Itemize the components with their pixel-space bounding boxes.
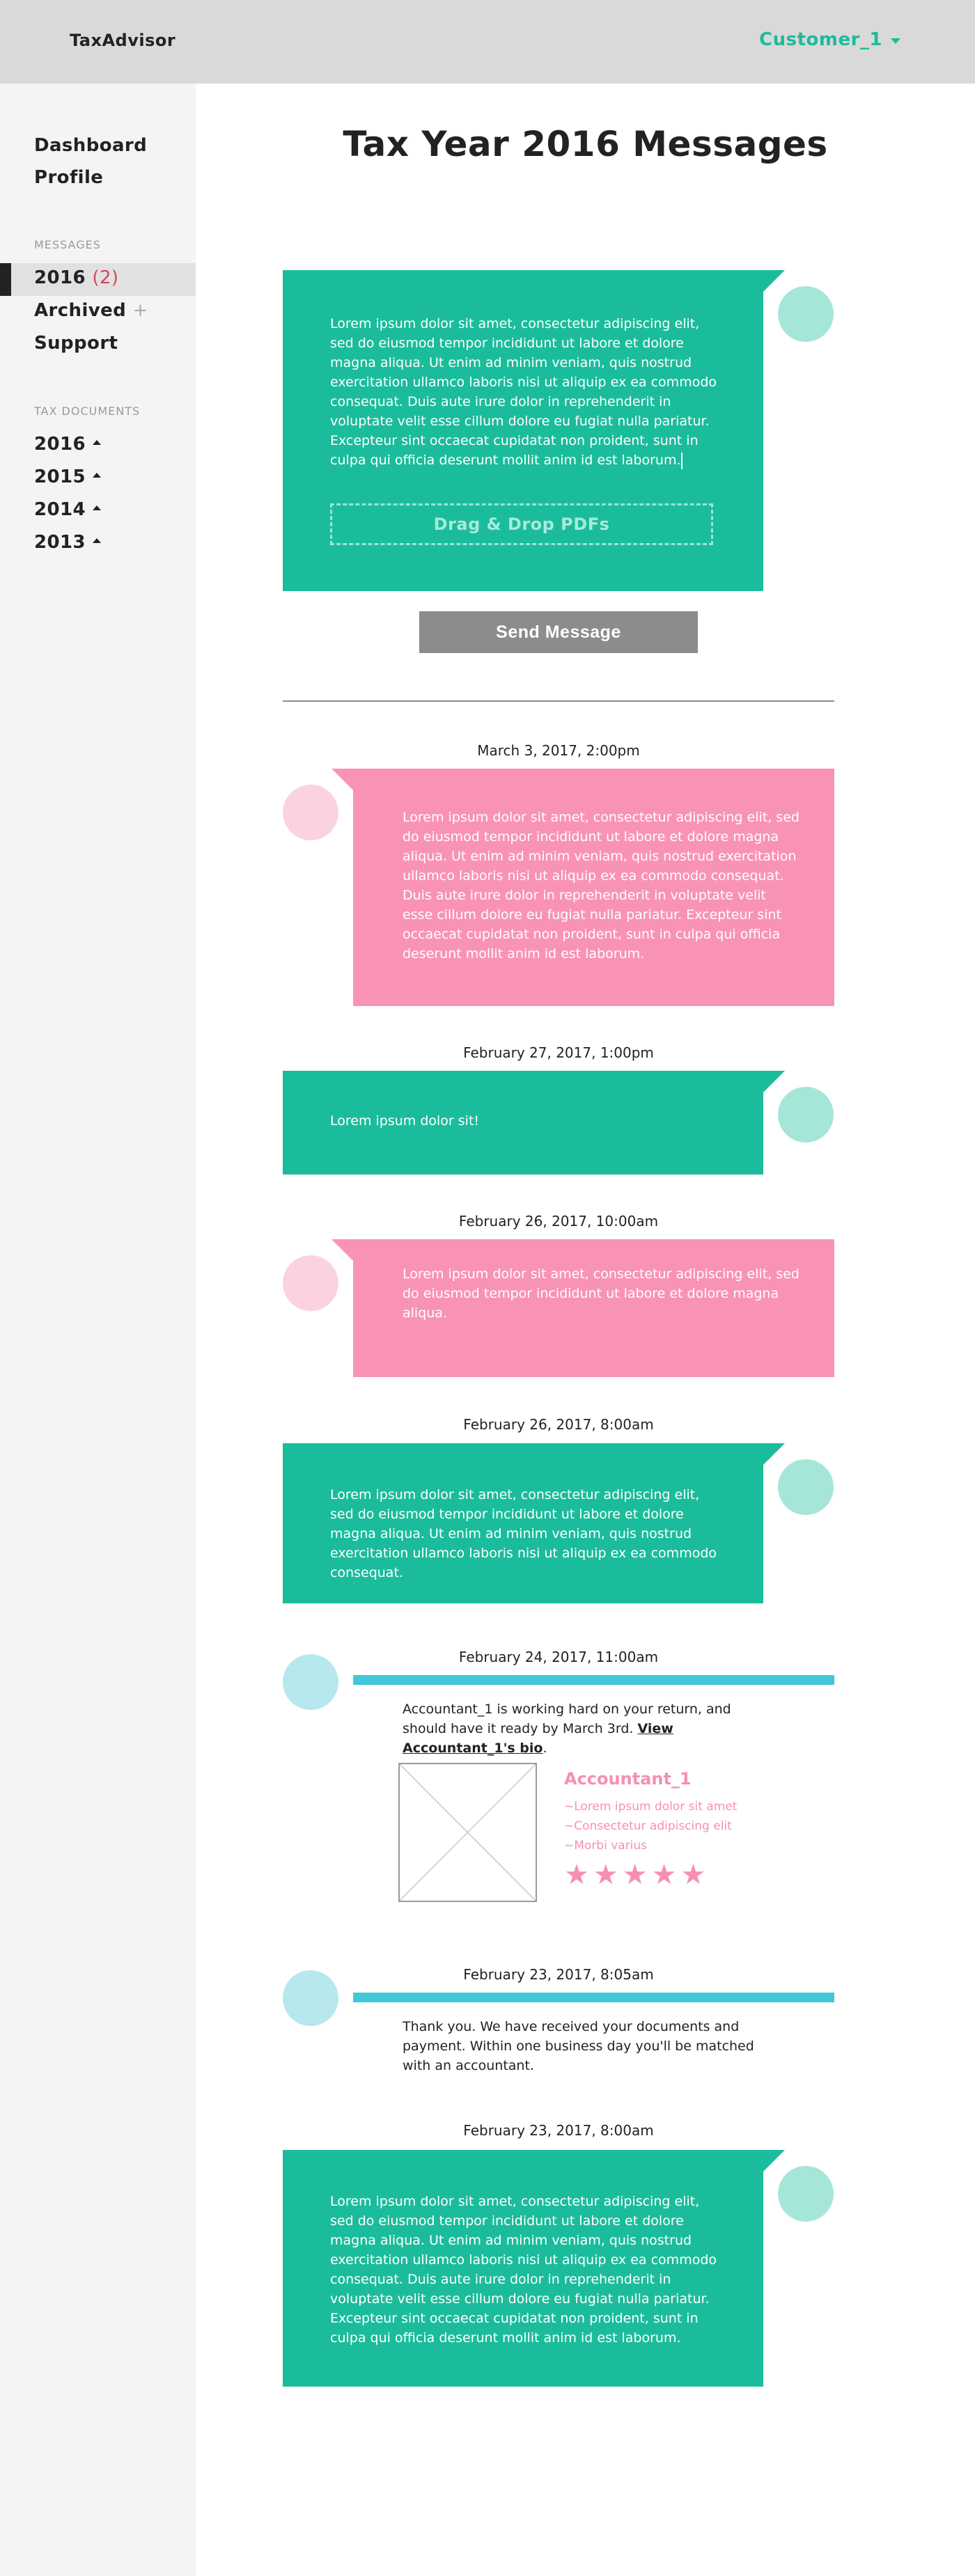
message-textarea[interactable]: Lorem ipsum dolor sit amet, consectetur adipiscing elit, sed do eiusmod tempor incididunt ut labore et dolore magna aliqua. Ut enim ad minim veniam, quis nostrud exercitation ullamco laboris nisi ut aliquip ex ea commodo consequat. Duis aute irure dolor in reprehenderit in voluptate velit esse cillum dolore eu fugiat nulla pariatur. Excepteur sint occaecat cupidatat non proident, sunt in culpa qui officia deserunt mollit anim id est laborum. <box>330 316 717 468</box>
chevron-up-icon[interactable] <box>93 505 101 510</box>
message-text: Lorem ipsum dolor sit amet, consectetur adipiscing elit, sed do eiusmod tempor incididunt ut labore et dolore magna aliqua. Ut enim ad minim veniam, quis nostrud exercitation ullamco laboris nisi ut aliquip ex ea commodo consequat. <box>330 1487 717 1580</box>
message-text: Thank you. We have received your documents and payment. Within one business day you'll be matched with an accountant. <box>403 2019 754 2073</box>
avatar <box>283 785 338 840</box>
star-icon: ★ <box>564 1859 589 1891</box>
view-bio-link[interactable]: View Accountant_1's bio <box>403 1721 673 1756</box>
message-timestamp: February 27, 2017, 1:00pm <box>463 1044 654 1061</box>
message-timestamp: February 23, 2017, 8:00am <box>463 2122 654 2139</box>
bubble-tail <box>763 270 785 292</box>
sidebar <box>0 84 196 2576</box>
send-message-button[interactable]: Send Message <box>419 611 698 653</box>
sidebar-item-2016-messages[interactable] <box>34 267 118 288</box>
sidebar-item-doc-2015[interactable] <box>34 466 101 487</box>
chevron-up-icon[interactable] <box>93 538 101 543</box>
sidebar-item-label: 2013 <box>34 532 86 553</box>
star-icon: ★ <box>593 1859 618 1891</box>
bubble-tail <box>332 769 353 790</box>
sidebar-item-profile[interactable]: Profile <box>34 167 104 188</box>
star-icon: ★ <box>651 1859 677 1891</box>
messages-heading: MESSAGES <box>34 238 101 251</box>
star-rating <box>564 1861 705 1889</box>
avatar <box>283 1255 338 1311</box>
brand-logo[interactable]: TaxAdvisor <box>70 31 176 50</box>
pdf-dropzone[interactable]: Drag & Drop PDFs <box>330 503 713 545</box>
avatar <box>778 1459 834 1515</box>
message-bubble <box>283 2150 763 2387</box>
sidebar-item-label: Archived <box>34 300 127 321</box>
plus-icon[interactable]: + <box>132 300 148 321</box>
message-bubble <box>353 769 834 1006</box>
bubble-tail <box>763 1071 785 1092</box>
bubble-tail <box>763 1443 785 1465</box>
message-text: Lorem ipsum dolor sit amet, consectetur adipiscing elit, sed do eiusmod tempor incididunt ut labore et dolore magna aliqua. <box>403 1266 800 1321</box>
accountant-detail: ~Lorem ipsum dolor sit amet <box>564 1800 738 1814</box>
bubble-tail <box>763 2150 785 2171</box>
sidebar-item-dashboard[interactable]: Dashboard <box>34 135 148 156</box>
chevron-down-icon[interactable] <box>891 38 900 44</box>
sidebar-item-label: 2016 <box>34 267 86 288</box>
message-bar <box>353 1675 834 1685</box>
avatar <box>778 2166 834 2222</box>
star-icon: ★ <box>622 1859 648 1891</box>
user-name[interactable]: Customer_1 <box>759 29 882 50</box>
avatar <box>778 1087 834 1142</box>
sidebar-item-support[interactable]: Support <box>34 333 118 354</box>
chevron-up-icon[interactable] <box>93 473 101 478</box>
avatar <box>778 286 834 342</box>
message-bar <box>353 1993 834 2002</box>
message-timestamp: February 24, 2017, 11:00am <box>458 1649 659 1665</box>
accountant-photo-placeholder <box>398 1763 537 1902</box>
user-menu[interactable] <box>759 29 900 50</box>
page-title: Tax Year 2016 Messages <box>343 124 828 164</box>
sidebar-item-label: 2015 <box>34 466 86 487</box>
accountant-name[interactable]: Accountant_1 <box>564 1769 692 1789</box>
sidebar-item-label: 2016 <box>34 434 86 455</box>
text-cursor <box>681 453 682 469</box>
message-text: Lorem ipsum dolor sit amet, consectetur adipiscing elit, sed do eiusmod tempor incididunt ut labore et dolore magna aliqua. Ut enim ad minim veniam, quis nostrud exercitation ullamco laboris nisi ut aliquip ex ea commodo consequat. Duis aute irure dolor in reprehenderit in voluptate velit esse cillum dolore eu fugiat nulla pariatur. Excepteur sint occaecat cupidatat non proident, sunt in culpa qui officia deserunt mollit anim id est laborum. <box>330 2194 717 2346</box>
message-timestamp: February 23, 2017, 8:05am <box>463 1966 654 1983</box>
unread-count-badge: (2) <box>92 267 119 288</box>
sidebar-item-doc-2013[interactable] <box>34 532 101 553</box>
tax-documents-heading: TAX DOCUMENTS <box>34 405 141 418</box>
star-icon: ★ <box>680 1859 706 1891</box>
top-bar <box>0 0 975 84</box>
sidebar-item-doc-2014[interactable] <box>34 499 101 520</box>
message-bubble <box>283 1071 763 1175</box>
message-timestamp: February 26, 2017, 10:00am <box>458 1213 659 1230</box>
sidebar-item-label: 2014 <box>34 499 86 520</box>
sidebar-item-doc-2016[interactable] <box>34 434 101 455</box>
message-bubble <box>283 1443 763 1603</box>
sidebar-item-archived[interactable] <box>34 300 148 321</box>
bubble-tail <box>332 1239 353 1261</box>
message-text: Lorem ipsum dolor sit! <box>330 1113 480 1129</box>
message-timestamp: March 3, 2017, 2:00pm <box>477 742 640 759</box>
divider <box>283 700 834 702</box>
accountant-detail: ~Consectetur adipiscing elit <box>564 1819 732 1833</box>
active-indicator <box>0 263 11 296</box>
message-timestamp: February 26, 2017, 8:00am <box>463 1416 654 1433</box>
chevron-up-icon[interactable] <box>93 440 101 445</box>
message-bubble <box>353 1239 834 1377</box>
message-text: Lorem ipsum dolor sit amet, consectetur adipiscing elit, sed do eiusmod tempor incididunt ut labore et dolore magna aliqua. Ut enim ad minim veniam, quis nostrud exercitation ullamco laboris nisi ut aliquip ex ea commodo consequat. Duis aute irure dolor in reprehenderit in voluptate velit esse cillum dolore eu fugiat nulla pariatur. Excepteur sint occaecat cupidatat non proident, sunt in culpa qui officia deserunt mollit anim id est laborum. <box>403 810 800 961</box>
message-text: Accountant_1 is working hard on your return, and should have it ready by March 3rd. View Accountant_1's bio. <box>403 1702 731 1756</box>
accountant-detail: ~Morbi varius <box>564 1839 648 1853</box>
